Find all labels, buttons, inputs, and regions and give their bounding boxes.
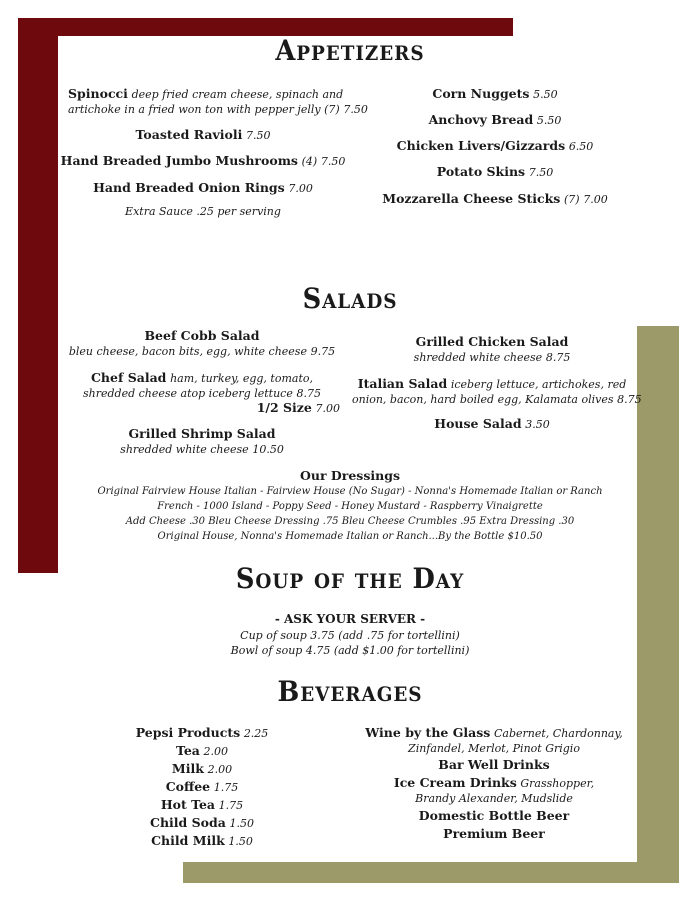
item-price: 7.00 <box>288 182 313 195</box>
item-price: 3.50 <box>525 418 550 431</box>
dressings-line: Original House, Nonna's Homemade Italian or Ranch...By the Bottle $10.50 <box>157 531 543 542</box>
chef-half-size <box>240 400 340 416</box>
bev-premium-beer <box>352 826 636 842</box>
item-price: 7.50 <box>528 166 554 179</box>
item-name: Hot Tea <box>160 797 216 812</box>
menu-item-chicken-livers <box>360 138 630 154</box>
menu-item-house-salad <box>352 416 632 432</box>
dressings-line: Original Fairview House Italian - Fairview House (No Sugar) - Nonna's Homemade Italian or Ranch <box>97 486 603 497</box>
item-price: 2.00 <box>207 763 233 776</box>
menu-item-mozzarella-sticks <box>360 191 630 207</box>
soup-ask-text: - ASK YOUR SERVER - <box>274 612 426 626</box>
item-desc: Brandy Alexander, Mudslide <box>415 792 573 805</box>
item-name: Mozzarella Cheese Sticks <box>382 191 561 206</box>
item-price: 1.75 <box>218 799 244 812</box>
item-desc: Zinfandel, Merlot, Pinot Grigio <box>408 742 580 755</box>
bev-wine <box>352 725 636 756</box>
bev-pepsi <box>62 725 342 741</box>
item-name: Ice Cream Drinks <box>393 775 517 790</box>
item-desc: Cabernet, Chardonnay, <box>493 727 623 740</box>
item-name: Pepsi Products <box>135 725 241 740</box>
soup-cup: Cup of soup 3.75 (add .75 for tortellini) <box>240 629 460 642</box>
item-name: Grilled Shrimp Salad <box>128 426 276 441</box>
dressings-line: French - 1000 Island - Poppy Seed - Honey Mustard - Raspberry Vinaigrette <box>157 501 543 512</box>
item-price: 6.50 <box>568 140 594 153</box>
bev-child-soda <box>62 815 342 831</box>
item-name: Tea <box>175 743 200 758</box>
item-name: Anchovy Bread <box>428 112 534 127</box>
soup-title: Soup of the Day <box>235 562 465 595</box>
menu-item-grilled-chicken <box>352 334 632 365</box>
item-name: House Salad <box>434 416 522 431</box>
item-desc: artichoke in a fried won ton with pepper jelly (7) <box>68 103 340 116</box>
menu-item-ravioli <box>68 127 338 143</box>
item-price: 5.50 <box>536 114 562 127</box>
item-price: 7.00 <box>583 193 608 206</box>
item-name: Premium Beer <box>443 826 545 841</box>
menu-item-potato-skins <box>360 164 630 180</box>
item-name: Chef Salad <box>90 370 167 385</box>
item-name: Bar Well Drinks <box>438 757 550 772</box>
item-name: Coffee <box>165 779 211 794</box>
item-price: 5.50 <box>533 88 558 101</box>
item-name: Grilled Chicken Salad <box>415 334 569 349</box>
item-price: 7.50 <box>320 155 346 168</box>
bev-child-milk <box>62 833 342 849</box>
item-price: 1.50 <box>229 817 254 830</box>
menu-item-anchovy-bread <box>360 112 630 128</box>
bev-coffee <box>62 779 342 795</box>
item-note: (4) <box>301 155 318 168</box>
bev-hot-tea <box>62 797 342 813</box>
item-desc: Grasshopper, <box>520 777 595 790</box>
item-name: Child Soda <box>150 815 226 830</box>
item-name: 1/2 Size <box>256 400 312 415</box>
item-desc: iceberg lettuce, artichokes, red <box>450 378 627 391</box>
dressings-line: Add Cheese .30 Bleu Cheese Dressing .75 Bleu Cheese Crumbles .95 Extra Dressing .30 <box>125 516 575 527</box>
menu-item-chef-salad <box>62 370 342 401</box>
item-price: 8.75 <box>617 393 642 406</box>
item-desc: shredded white cheese <box>413 351 543 364</box>
item-price: 2.25 <box>243 727 269 740</box>
item-name: Italian Salad <box>357 376 448 391</box>
item-price: 7.00 <box>315 402 340 415</box>
menu-item-grilled-shrimp <box>62 426 342 457</box>
menu-item-corn-nuggets <box>360 86 630 102</box>
item-name: Child Milk <box>151 833 225 848</box>
item-price: 8.75 <box>545 351 571 364</box>
soup-bowl: Bowl of soup 4.75 (add $1.00 for tortellini) <box>230 644 470 657</box>
bev-milk <box>62 761 342 777</box>
item-name: Spinocci <box>68 86 128 101</box>
bev-domestic-beer <box>352 808 636 824</box>
item-desc: shredded cheese atop iceberg lettuce <box>83 387 293 400</box>
item-note: (7) <box>564 193 580 206</box>
item-desc: Extra Sauce .25 per serving <box>125 205 281 218</box>
item-desc: onion, bacon, hard boiled egg, Kalamata olives <box>352 393 614 406</box>
item-desc: shredded white cheese <box>120 443 249 456</box>
item-price: 9.75 <box>310 345 336 358</box>
item-price: 10.50 <box>252 443 284 456</box>
item-name: Milk <box>171 761 204 776</box>
dressings-title <box>0 468 700 485</box>
menu-item-beef-cobb <box>62 328 342 359</box>
item-name: Domestic Bottle Beer <box>418 808 570 823</box>
menu-item-mushrooms <box>60 153 346 169</box>
menu-item-italian-salad <box>352 376 642 407</box>
item-name: Corn Nuggets <box>432 86 530 101</box>
bev-ice-cream <box>352 775 636 806</box>
item-price: 1.50 <box>228 835 253 848</box>
item-name: Chicken Livers/Gizzards <box>396 138 566 153</box>
item-price: 1.75 <box>213 781 239 794</box>
item-name: Hand Breaded Onion Rings <box>93 180 285 195</box>
item-desc: deep fried cream cheese, spinach and <box>131 88 344 101</box>
dressings-heading: Our Dressings <box>300 468 400 483</box>
beverages-title: Beverages <box>277 675 423 708</box>
menu-item-onion-rings <box>68 180 338 196</box>
item-desc: bleu cheese, bacon bits, egg, white cheese <box>68 345 307 358</box>
item-price: 7.50 <box>343 103 368 116</box>
item-name: Hand Breaded Jumbo Mushrooms <box>60 153 298 168</box>
item-name: Wine by the Glass <box>365 725 491 740</box>
item-desc: ham, turkey, egg, tomato, <box>170 372 313 385</box>
item-name: Potato Skins <box>436 164 526 179</box>
menu-item-spinocci <box>68 86 368 117</box>
salads-title: Salads <box>302 282 398 315</box>
extra-sauce-note <box>68 204 338 219</box>
item-name: Beef Cobb Salad <box>144 328 260 343</box>
bev-tea <box>62 743 342 759</box>
item-price: 2.00 <box>203 745 229 758</box>
item-name: Toasted Ravioli <box>135 127 243 142</box>
item-price: 7.50 <box>245 129 271 142</box>
bev-bar-well <box>352 757 636 773</box>
appetizers-title: Appetizers <box>275 34 425 67</box>
soup-ask <box>0 612 700 628</box>
item-price: 8.75 <box>296 387 321 400</box>
